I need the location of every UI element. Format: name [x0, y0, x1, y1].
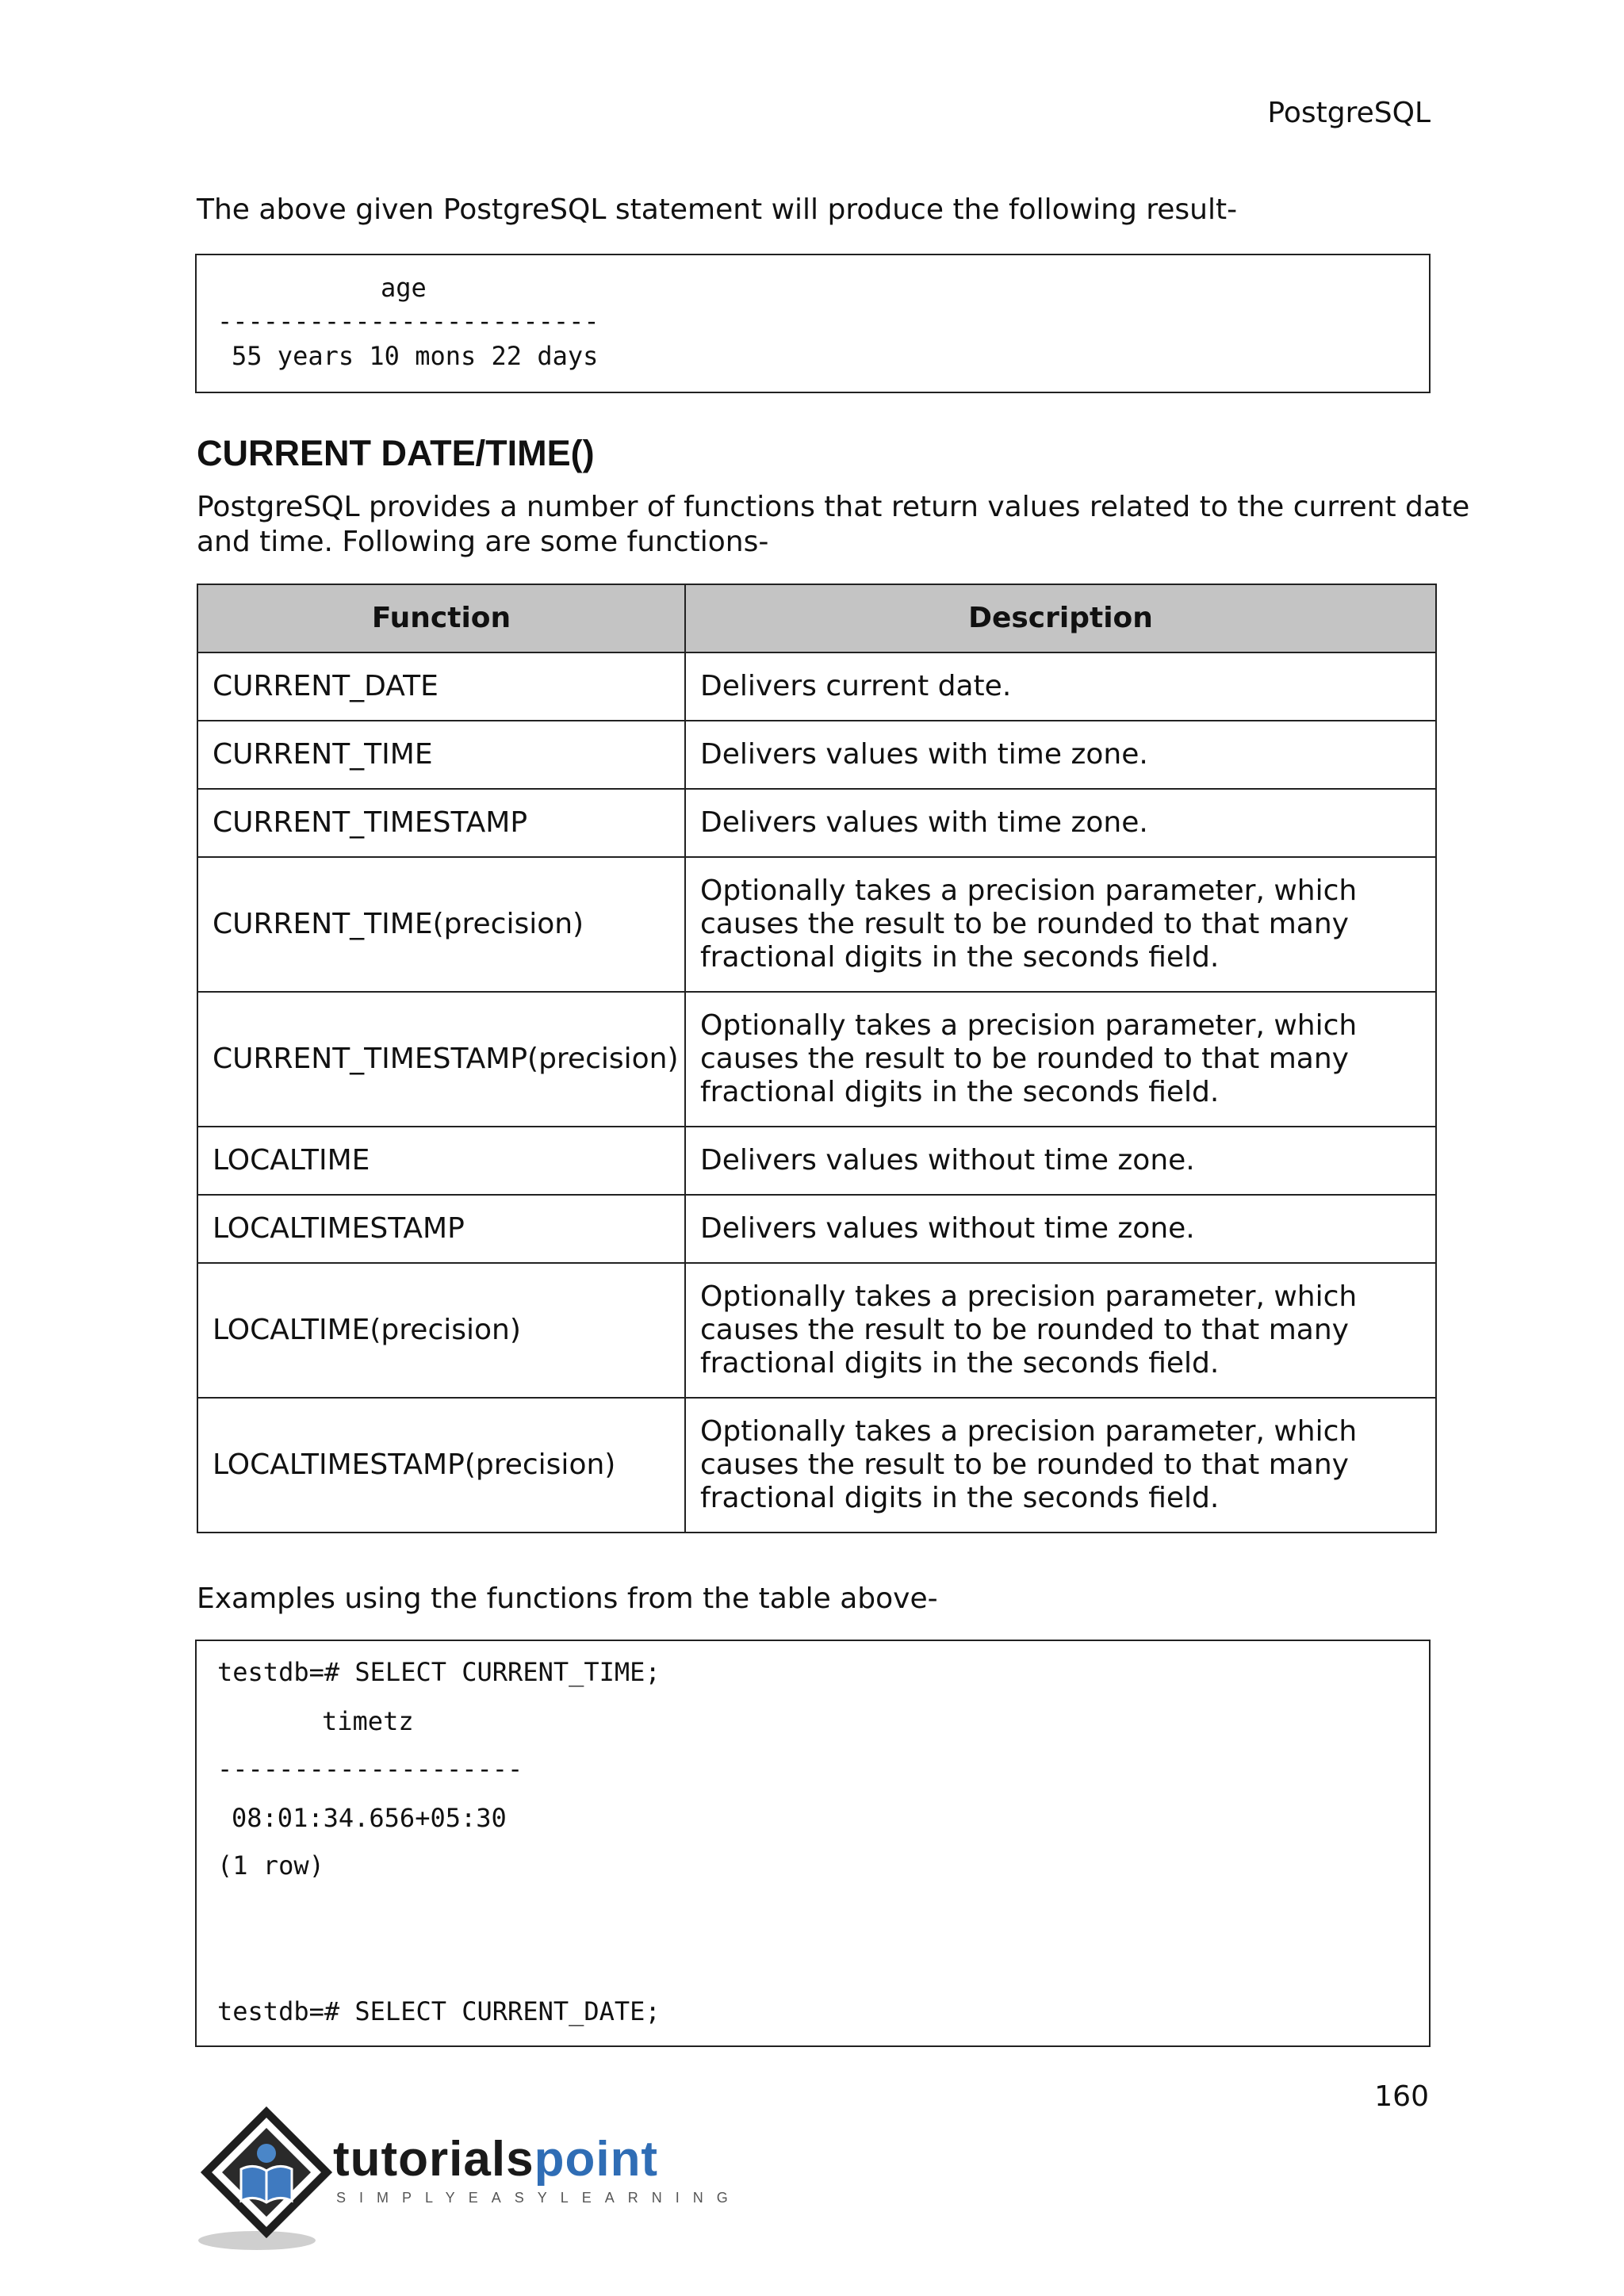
column-header-function: Function [197, 584, 685, 652]
code-line: testdb=# SELECT CURRENT_DATE; [217, 1996, 661, 2026]
description-line: fractional digits in the seconds field. [700, 1076, 1220, 1108]
description-line: causes the result to be rounded to that many [700, 908, 1349, 940]
description-cell [685, 652, 1436, 721]
description-cell [685, 1263, 1436, 1398]
logo-tagline: SIMPLYEASYLEARNING [336, 2190, 741, 2206]
function-cell: CURRENT_TIMESTAMP [197, 789, 685, 857]
logo-word-1: tutorials [333, 2132, 534, 2187]
table-row [197, 789, 1436, 857]
table-row [197, 1398, 1436, 1533]
code-line: (1 row) [217, 1850, 324, 1881]
intro-text: The above given PostgreSQL statement will produce the following result- [197, 193, 1238, 226]
page-number: 160 [1374, 2080, 1429, 2113]
paragraph-line: PostgreSQL provides a number of functions that return values related to the current date [197, 491, 1470, 523]
function-cell: LOCALTIME [197, 1127, 685, 1195]
description-cell [685, 789, 1436, 857]
logo-word-2: point [534, 2132, 659, 2187]
function-cell: CURRENT_TIME [197, 721, 685, 789]
code-line: 08:01:34.656+05:30 [232, 1803, 507, 1833]
description-line: Delivers values without time zone. [700, 1212, 1195, 1245]
code-line: age [381, 273, 427, 303]
description-cell [685, 1398, 1436, 1533]
function-cell: LOCALTIMESTAMP(precision) [197, 1398, 685, 1533]
description-cell [685, 992, 1436, 1127]
description-line: fractional digits in the seconds field. [700, 1482, 1220, 1514]
table-row [197, 1127, 1436, 1195]
description-line: fractional digits in the seconds field. [700, 1347, 1220, 1380]
function-cell: CURRENT_TIME(precision) [197, 857, 685, 992]
description-cell [685, 721, 1436, 789]
code-line: 55 years 10 mons 22 days [232, 341, 599, 371]
table-row [197, 1263, 1436, 1398]
function-cell: LOCALTIMESTAMP [197, 1195, 685, 1263]
description-line: Delivers values without time zone. [700, 1144, 1195, 1177]
paragraph-line: and time. Following are some functions- [197, 526, 769, 558]
example-code-box [195, 1640, 1431, 2047]
description-line: Optionally takes a precision parameter, which [700, 1280, 1358, 1313]
description-line: causes the result to be rounded to that many [700, 1448, 1349, 1481]
description-line: Delivers current date. [700, 670, 1012, 702]
description-line: Optionally takes a precision parameter, which [700, 1415, 1358, 1448]
section-heading: CURRENT DATE/TIME() [197, 433, 595, 473]
description-cell [685, 1127, 1436, 1195]
tutorialspoint-logo [193, 2104, 741, 2255]
section-paragraph [197, 490, 1470, 560]
running-header: PostgreSQL [1267, 97, 1431, 129]
code-line: testdb=# SELECT CURRENT_TIME; [217, 1657, 661, 1687]
function-cell: LOCALTIME(precision) [197, 1263, 685, 1398]
description-line: fractional digits in the seconds field. [700, 941, 1220, 974]
table-row [197, 857, 1436, 992]
logo-wordmark [333, 2131, 658, 2187]
functions-table [197, 584, 1437, 1533]
description-cell [685, 1195, 1436, 1263]
logo-mark-icon [193, 2104, 336, 2255]
description-line: Optionally takes a precision parameter, which [700, 1009, 1358, 1042]
description-line: Optionally takes a precision parameter, which [700, 874, 1358, 907]
code-line: timetz [322, 1706, 414, 1736]
column-header-description: Description [685, 584, 1436, 652]
function-cell: CURRENT_TIMESTAMP(precision) [197, 992, 685, 1127]
code-line: -------------------- [217, 1754, 523, 1784]
description-line: causes the result to be rounded to that many [700, 1314, 1349, 1346]
table-row [197, 1195, 1436, 1263]
description-line: causes the result to be rounded to that many [700, 1043, 1349, 1075]
table-row [197, 721, 1436, 789]
result-code-box [195, 254, 1431, 393]
table-row [197, 992, 1436, 1127]
function-cell: CURRENT_DATE [197, 652, 685, 721]
description-line: Delivers values with time zone. [700, 806, 1148, 839]
code-line: ------------------------- [217, 306, 599, 336]
examples-text: Examples using the functions from the table above- [197, 1582, 938, 1615]
description-line: Delivers values with time zone. [700, 738, 1148, 771]
description-cell [685, 857, 1436, 992]
table-row [197, 652, 1436, 721]
